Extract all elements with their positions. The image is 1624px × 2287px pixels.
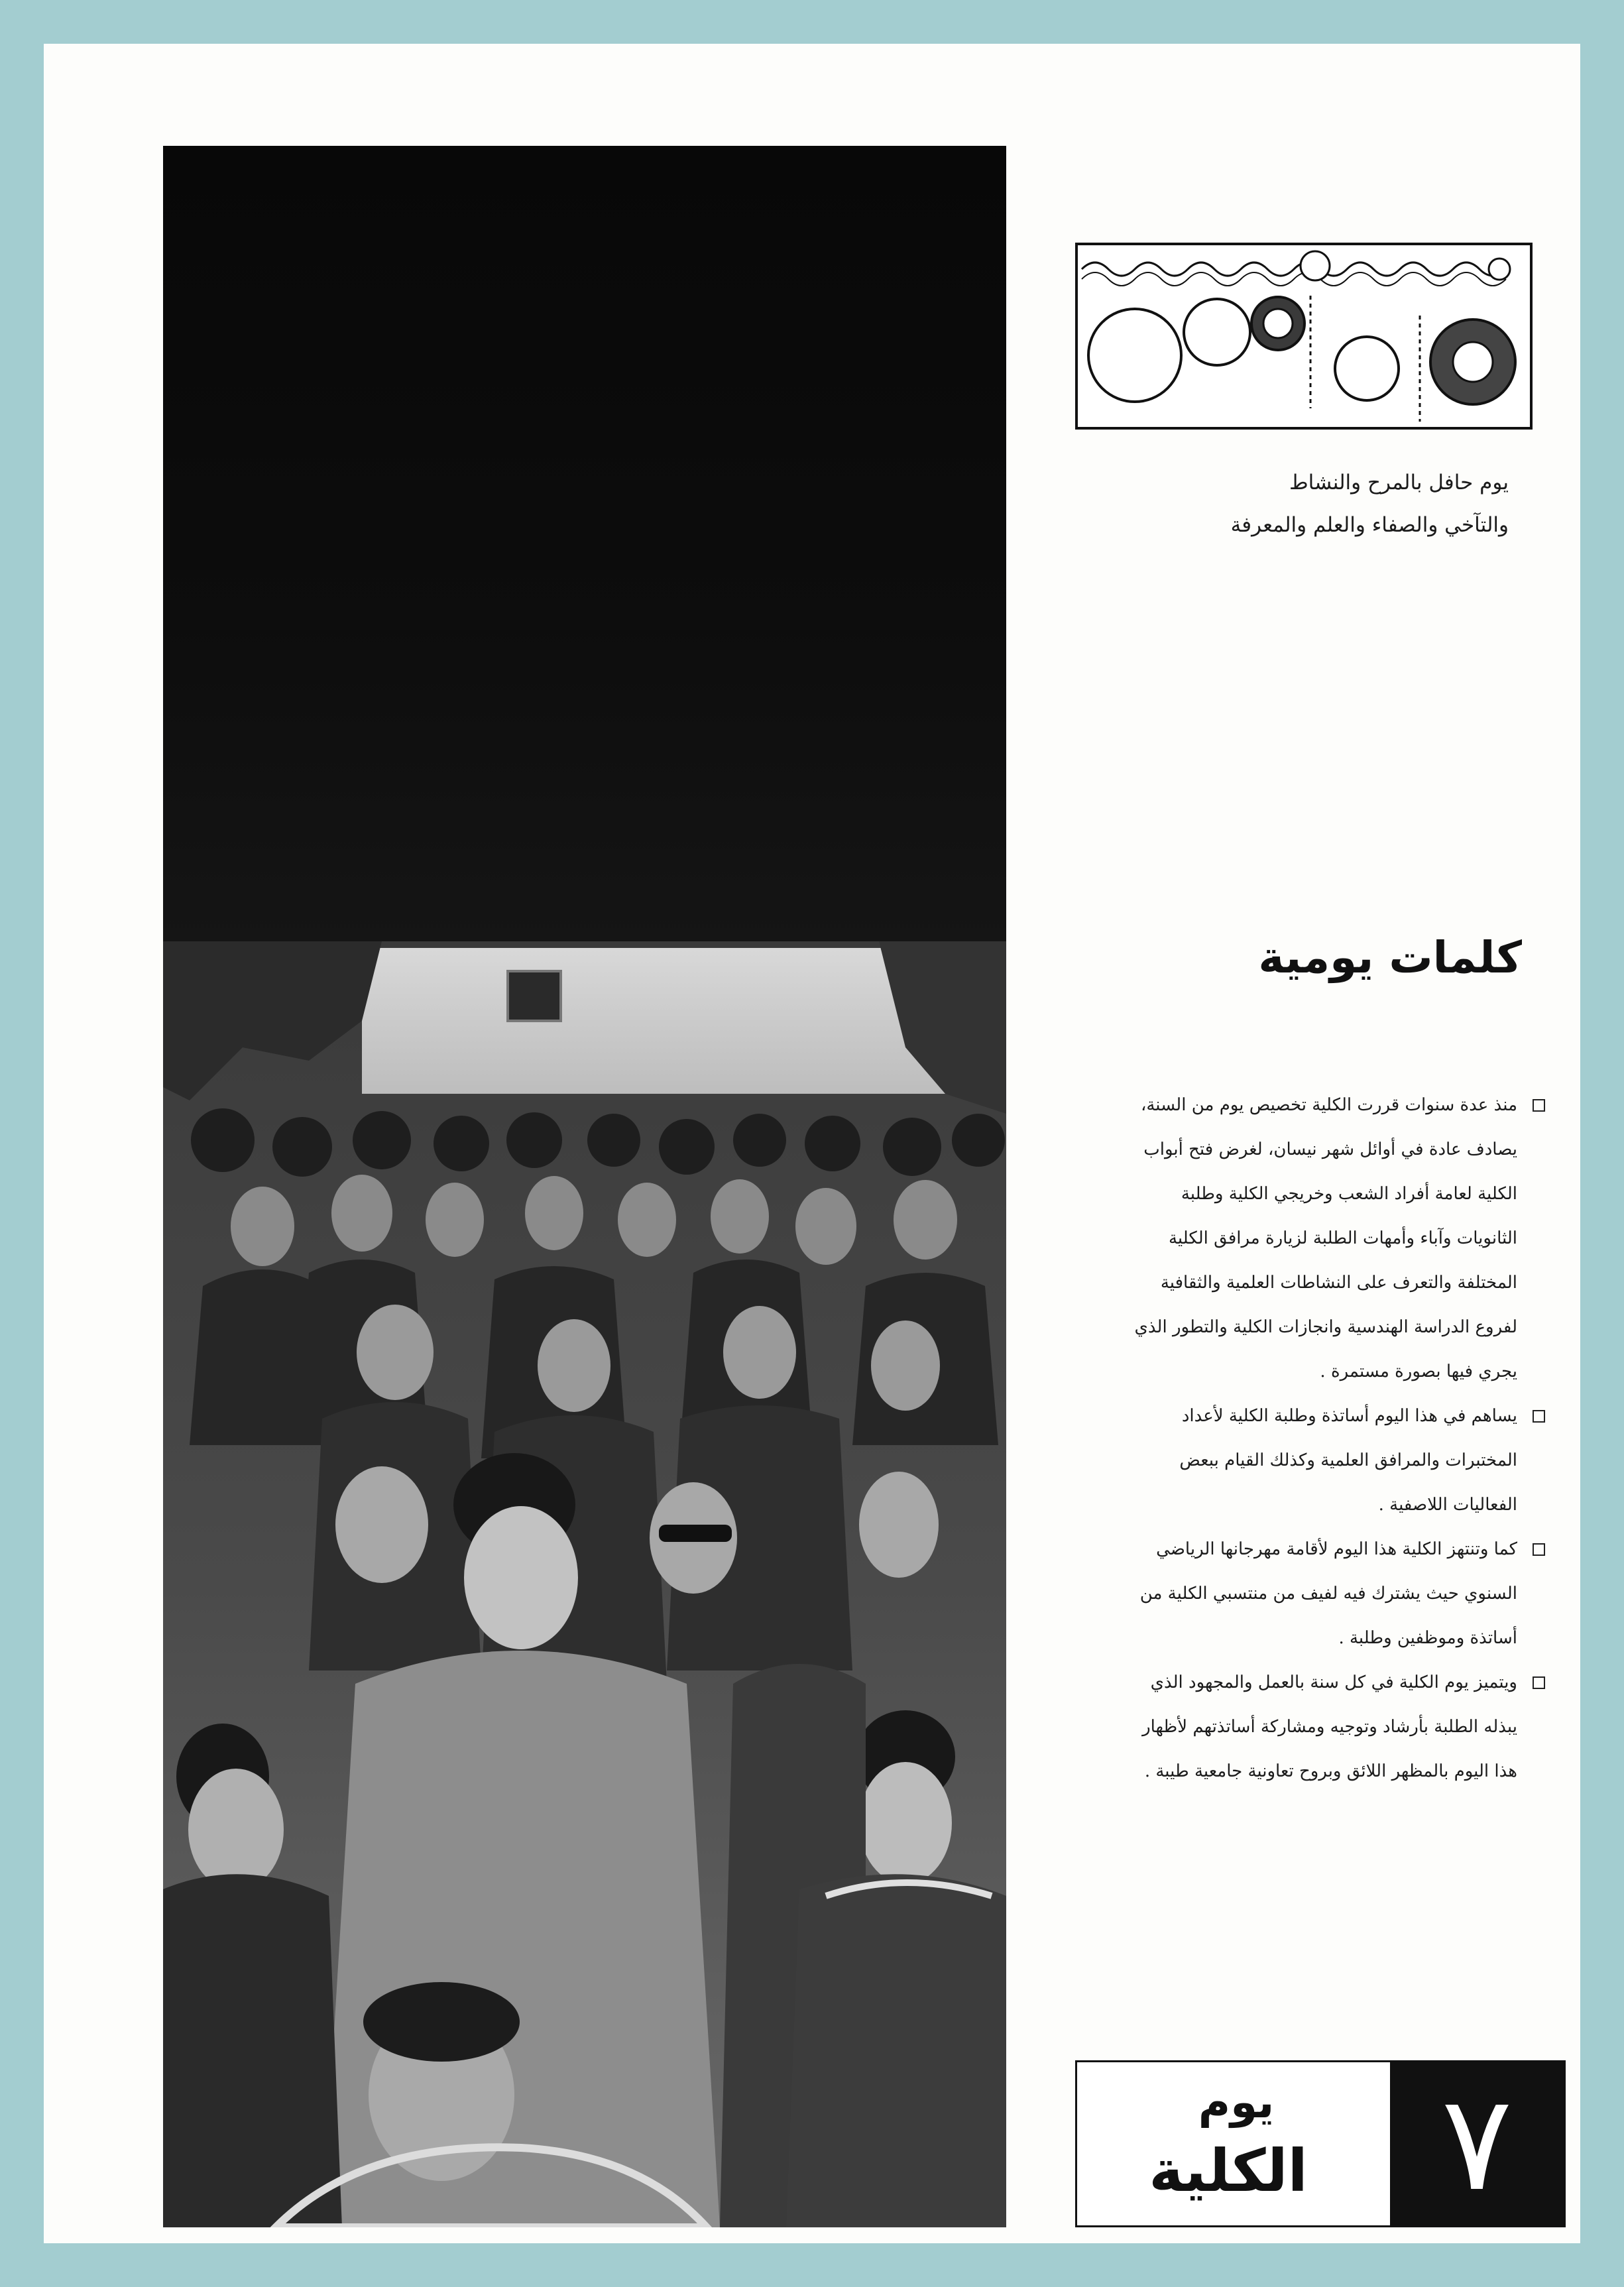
header-circles-graphic — [1075, 243, 1533, 430]
caption-line-2: والتآخي والصفاء والعلم والمعرفة — [1230, 513, 1509, 537]
bullet-square-icon — [1533, 1410, 1545, 1423]
document-page — [44, 44, 1580, 2243]
bullet-square-icon — [1533, 1099, 1545, 1112]
crowd-photo — [163, 146, 1006, 2227]
bullet-square-icon — [1533, 1543, 1545, 1556]
article-body — [1118, 1083, 1545, 1794]
college-day-badge — [1075, 2060, 1566, 2227]
paragraph-text: ويتميز يوم الكلية في كل سنة بالعمل والمجهود الذي يبذله الطلبة بأرشاد وتوجيه ومشاركة أساتذتهم لأظهار هذا اليوم بالمظهر اللائق وبروح تعاونية جامعية طيبة . — [1142, 1672, 1517, 1781]
page-number: ٧ — [1390, 2062, 1564, 2225]
paragraph-text: منذ عدة سنوات قررت الكلية تخصيص يوم من السنة، يصادف عادة في أوائل شهر نيسان، لغرض فتح أبواب الكلية لعامة أفراد الشعب وخريجي الكلية وطلبة الثانويات وآباء وأمهات الطلبة لزيارة مرافق الكلية المختلفة والتعرف على النشاطات العلمية والثقافية لفروع الدراسة الهندسية وانجازات الكلية والتطور الذي يجري فيها بصورة مستمرة . — [1134, 1095, 1517, 1381]
photo-caption — [1078, 461, 1509, 546]
list-item — [1118, 1083, 1545, 1394]
crowd-scene — [163, 941, 1006, 2227]
caption-line-1: يوم حافل بالمرح والنشاط — [1289, 471, 1509, 495]
list-item — [1118, 1394, 1545, 1527]
paragraph-text: كما وتنتهز الكلية هذا اليوم لأقامة مهرجانها الرياضي السنوي حيث يشترك فيه لفيف من منتسبي الكلية من أساتذة وموظفين وطلبة . — [1139, 1539, 1517, 1648]
section-title: كلمات يومية — [1258, 932, 1522, 983]
bullet-square-icon — [1533, 1676, 1545, 1689]
badge-line-1: يوم — [1198, 2077, 1275, 2128]
list-item — [1118, 1527, 1545, 1661]
photo-dark-sky — [163, 146, 1006, 941]
badge-line-2: الكلية — [1149, 2137, 1308, 2205]
list-item — [1118, 1661, 1545, 1794]
paragraph-text: يساهم في هذا اليوم أساتذة وطلبة الكلية لأعداد المختبرات والمرافق العلمية وكذلك القيام ببعض الفعاليات اللاصفية . — [1179, 1406, 1517, 1515]
